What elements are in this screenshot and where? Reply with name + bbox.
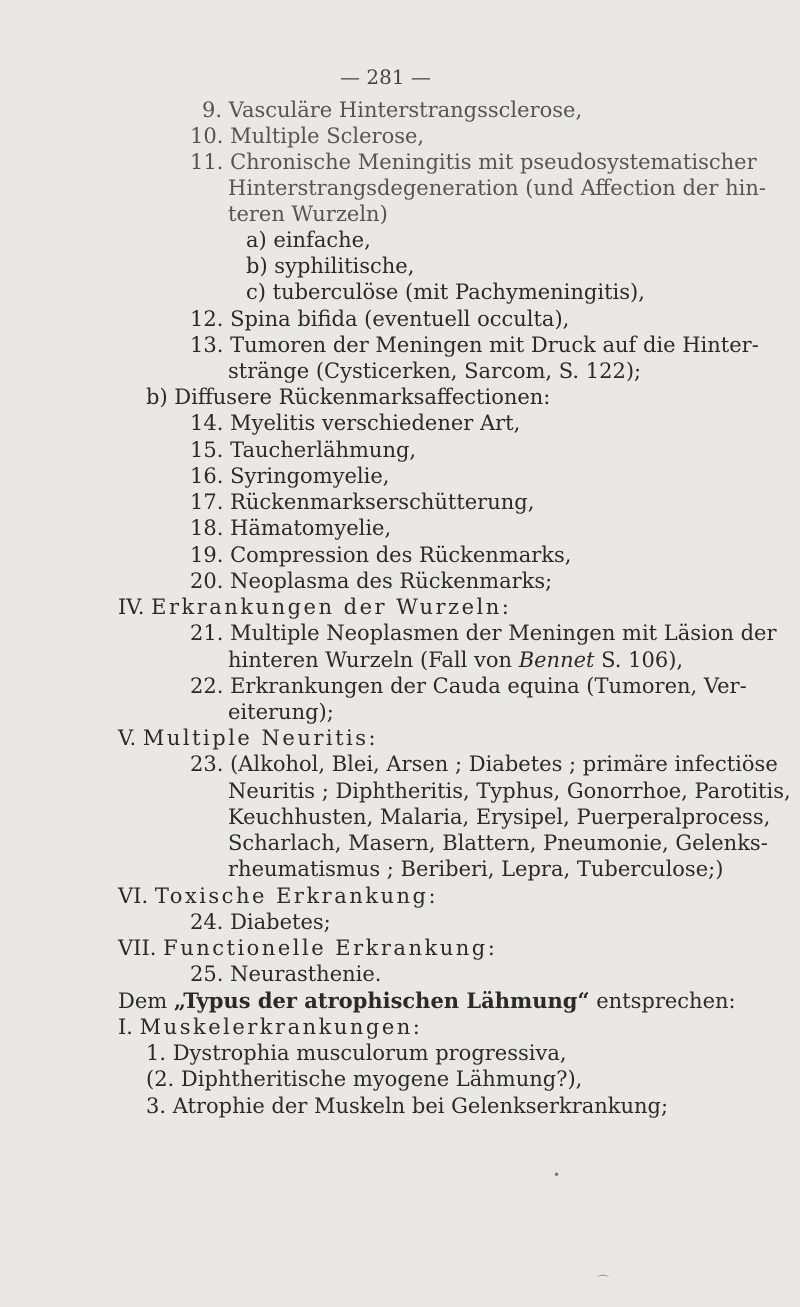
list-item-14: 14. Myelitis verschiedener Art, <box>190 411 521 435</box>
section-vii-heading <box>118 935 497 961</box>
sub-item-c: c) tuberculöse (mit Pachymeningitis), <box>246 280 645 304</box>
section-i-number: I. <box>118 1015 133 1039</box>
list-item-17: 17. Rückenmarkserschütterung, <box>190 490 535 514</box>
list-item-13: 13. Tumoren der Meningen mit Druck auf die Hinter- <box>190 333 759 357</box>
list-item-20: 20. Neoplasma des Rückenmarks; <box>190 569 553 593</box>
author-name: Bennet <box>518 648 595 672</box>
section-vi-heading <box>118 883 438 909</box>
list-item-11-cont-1: Hinterstrangsdegeneration (und Affection der hin- <box>228 176 766 200</box>
intro-term: „Typus der atrophischen Lähmung“ <box>173 988 590 1013</box>
page-number: — 281 — <box>340 65 431 89</box>
intro-text-a: Dem <box>118 989 174 1013</box>
list-item-23-cont-4: rheumatismus ; Beriberi, Lepra, Tuberculose;) <box>228 857 724 881</box>
list-item-23: 23. (Alkohol, Blei, Arsen ; Diabetes ; primäre infectiöse <box>190 752 778 776</box>
sub-item-b: b) syphilitische, <box>246 254 415 278</box>
list-item-11-cont-2: teren Wurzeln) <box>228 202 388 226</box>
muscle-item-2: (2. Diphtheritische myogene Lähmung?), <box>146 1067 583 1091</box>
section-vi-title: Toxische Erkrankung: <box>154 884 439 908</box>
list-item-19: 19. Compression des Rückenmarks, <box>190 543 572 567</box>
section-vii-number: VII. <box>118 936 157 960</box>
atrophic-type-intro <box>118 988 736 1014</box>
section-v-number: V. <box>118 726 137 750</box>
section-i-title: Muskelerkrankungen: <box>139 1015 423 1039</box>
list-item-10: 10. Multiple Sclerose, <box>190 124 425 148</box>
section-iv-number: IV. <box>118 595 145 619</box>
list-item-15: 15. Taucherlähmung, <box>190 438 417 462</box>
paper-mark: ⌒ <box>597 1274 610 1288</box>
list-item-9: 9. Vasculäre Hinterstrangssclerose, <box>202 98 583 122</box>
list-item-22-cont: eiterung); <box>228 700 334 724</box>
section-v-title: Multiple Neuritis: <box>142 726 379 750</box>
muscle-item-3: 3. Atrophie der Muskeln bei Gelenkserkrankung; <box>146 1094 669 1118</box>
list-item-23-cont-3: Scharlach, Masern, Blattern, Pneumonie, Gelenks- <box>228 831 768 855</box>
section-iv-heading <box>118 594 511 620</box>
list-item-21-cont <box>228 647 683 673</box>
subsection-b-heading: b) Diffusere Rückenmarksaffectionen: <box>146 385 551 409</box>
paper-speck: • <box>553 1168 561 1182</box>
list-item-16: 16. Syringomyelie, <box>190 464 390 488</box>
section-vi-number: VI. <box>118 884 149 908</box>
sub-item-a: a) einfache, <box>246 228 371 252</box>
list-item-23-cont-1: Neuritis ; Diphtheritis, Typhus, Gonorrhoe, Parotitis, <box>228 779 791 803</box>
section-iv-title: Erkrankungen der Wurzeln: <box>151 595 512 619</box>
section-i-heading <box>118 1014 422 1040</box>
list-item-18: 18. Hämatomyelie, <box>190 516 392 540</box>
section-vii-title: Functionelle Erkrankung: <box>163 936 498 960</box>
list-item-12: 12. Spina bifida (eventuell occulta), <box>190 307 570 331</box>
list-item-21-text-b: S. 106), <box>594 648 684 672</box>
list-item-21: 21. Multiple Neoplasmen der Meningen mit Läsion der <box>190 621 777 645</box>
list-item-13-cont: stränge (Cysticerken, Sarcom, S. 122); <box>228 359 642 383</box>
list-item-11: 11. Chronische Meningitis mit pseudosystematischer <box>190 150 757 174</box>
section-v-heading <box>118 725 378 751</box>
list-item-22: 22. Erkrankungen der Cauda equina (Tumoren, Ver- <box>190 674 747 698</box>
list-item-25: 25. Neurasthenie. <box>190 962 382 986</box>
muscle-item-1: 1. Dystrophia musculorum progressiva, <box>146 1041 567 1065</box>
list-item-21-text-a: hinteren Wurzeln (Fall von <box>228 648 519 672</box>
list-item-24: 24. Diabetes; <box>190 910 331 934</box>
intro-text-c: entsprechen: <box>589 989 736 1013</box>
list-item-23-cont-2: Keuchhusten, Malaria, Erysipel, Puerperalprocess, <box>228 805 771 829</box>
